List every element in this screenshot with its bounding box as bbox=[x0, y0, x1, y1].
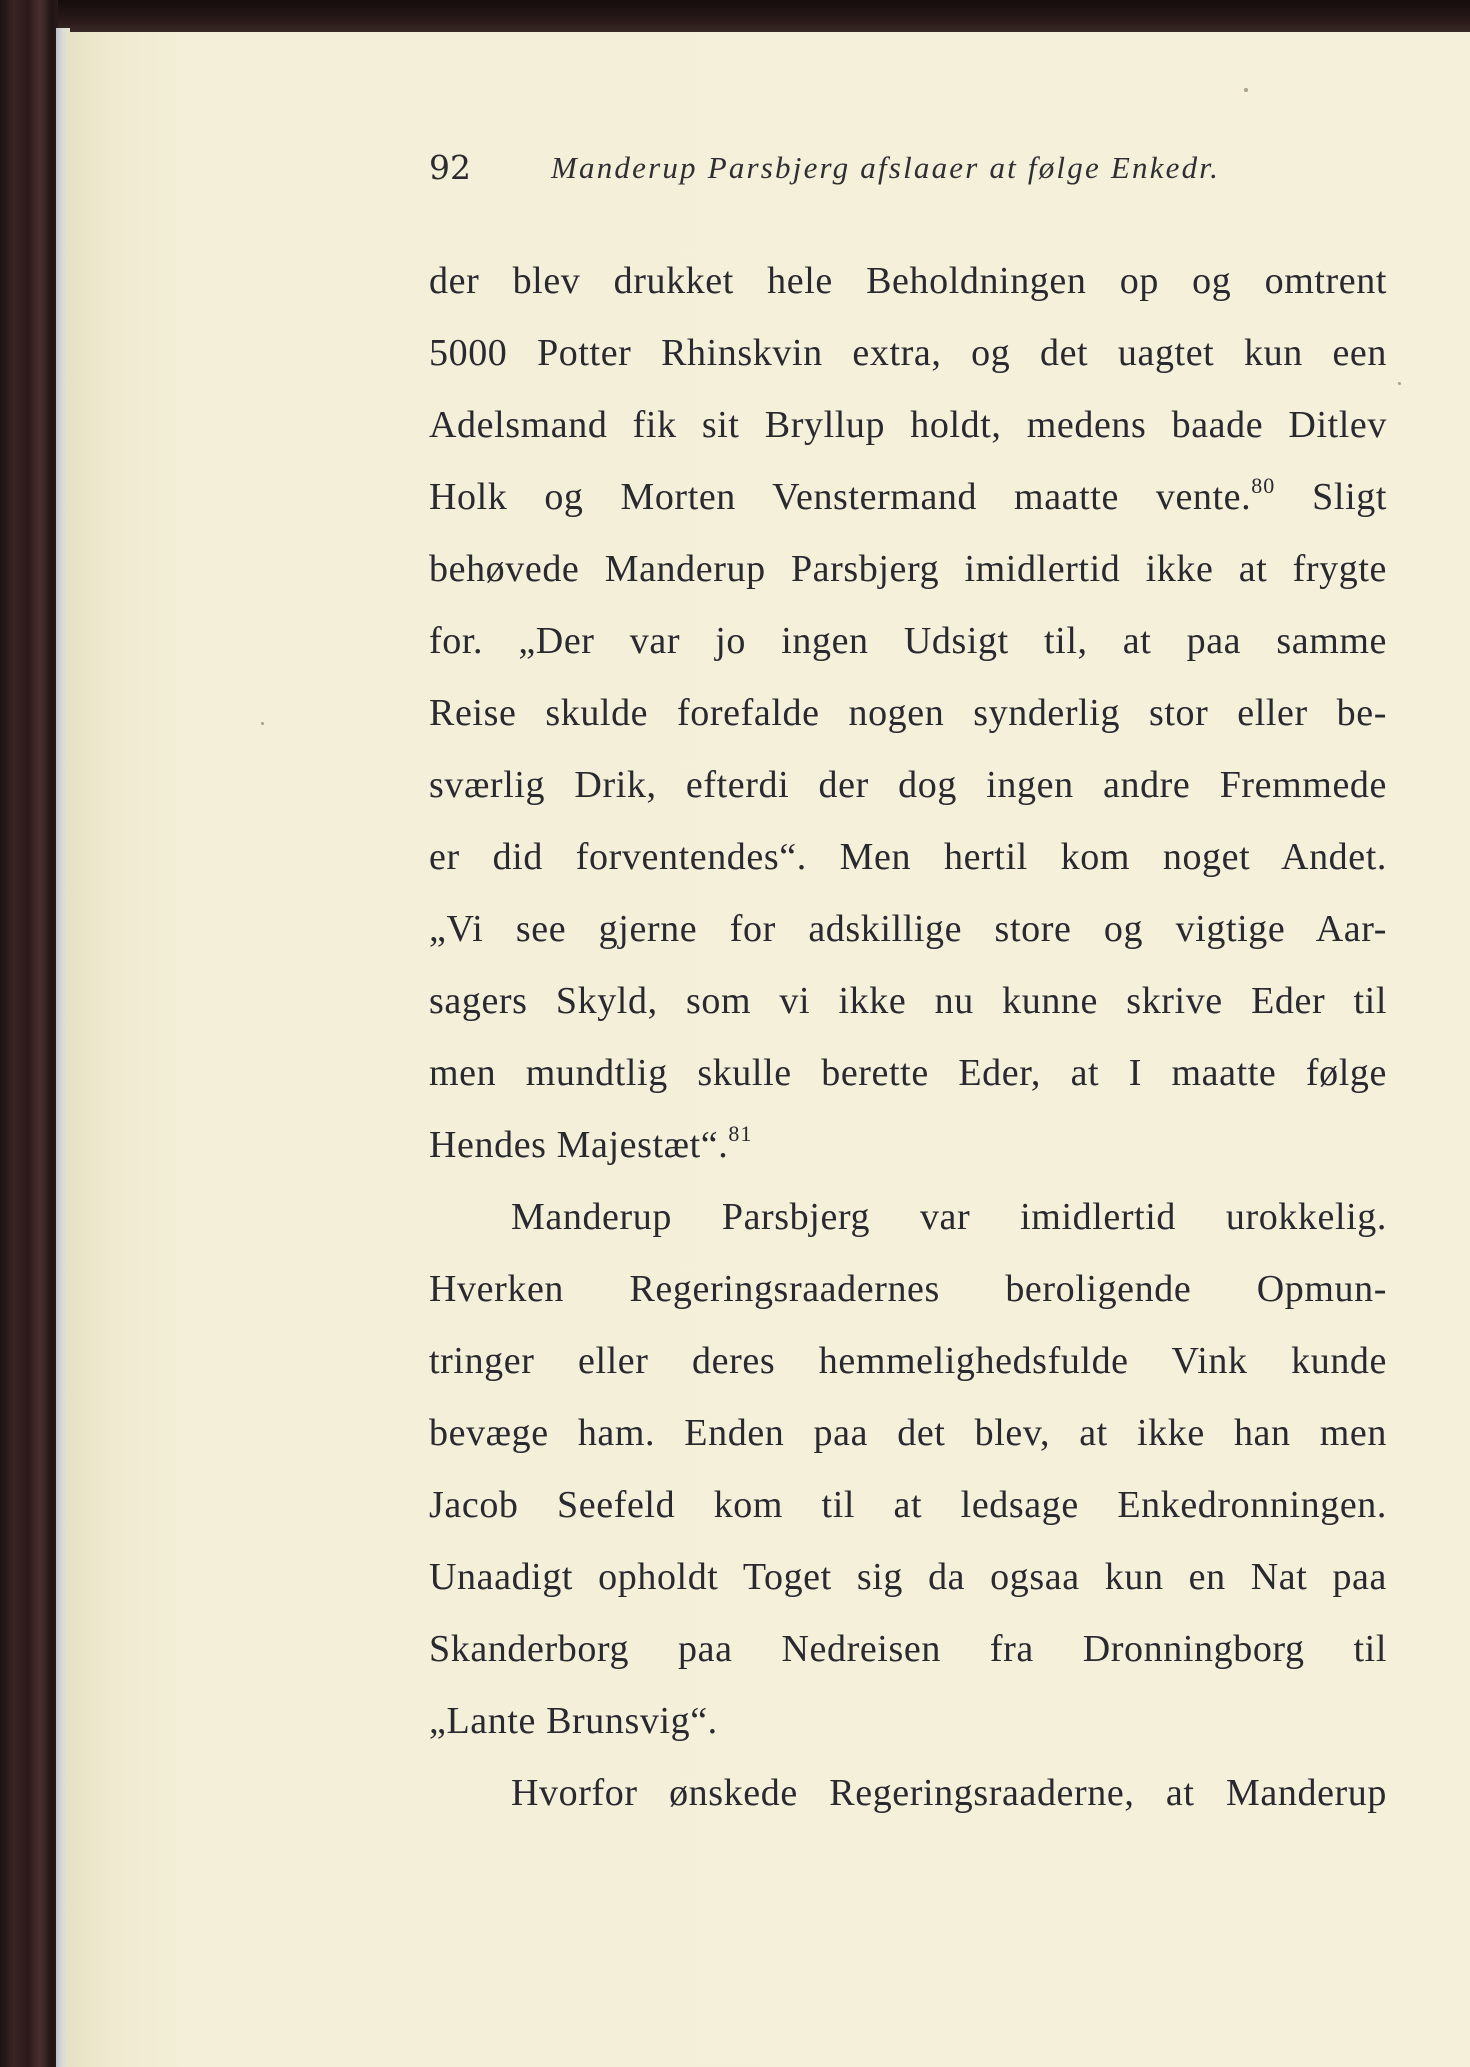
body-text bbox=[429, 245, 1387, 1829]
text-line-content: Adelsmand fik sit Bryllup holdt, medens baade Ditlev bbox=[429, 404, 1387, 446]
text-line-content: bevæge ham. Enden paa det blev, at ikke han men bbox=[429, 1412, 1387, 1454]
footnote-marker: 80 bbox=[1251, 473, 1276, 498]
text-line bbox=[429, 1109, 1387, 1181]
text-line-content: tringer eller deres hemmelighedsfulde Vink kunde bbox=[429, 1340, 1387, 1382]
text-line bbox=[429, 1253, 1387, 1325]
text-line-content: sværlig Drik, efterdi der dog ingen andre Fremmede bbox=[429, 764, 1387, 806]
text-line-content: Manderup Parsbjerg var imidlertid urokkelig. bbox=[511, 1196, 1387, 1238]
text-line bbox=[429, 821, 1387, 893]
text-line bbox=[429, 317, 1387, 389]
paper-speck bbox=[1398, 382, 1401, 385]
text-line bbox=[429, 1541, 1387, 1613]
book-binding bbox=[0, 0, 58, 2067]
text-line-content: Hverken Regeringsraadernes beroligende Opmun- bbox=[429, 1268, 1387, 1310]
text-line bbox=[429, 749, 1387, 821]
footnote-marker: 81 bbox=[728, 1121, 753, 1146]
text-line-content: Hendes Majestæt“. bbox=[429, 1124, 729, 1166]
text-line bbox=[429, 1325, 1387, 1397]
text-line-content: „Lante Brunsvig“. bbox=[429, 1700, 718, 1742]
text-line-content: Reise skulde forefalde nogen synderlig stor eller be- bbox=[429, 692, 1387, 734]
text-line bbox=[429, 1469, 1387, 1541]
text-line-content: 5000 Potter Rhinskvin extra, og det uagtet kun een bbox=[429, 332, 1387, 374]
text-line-content: Unaadigt opholdt Toget sig da ogsaa kun en Nat paa bbox=[429, 1556, 1387, 1598]
text-line bbox=[429, 461, 1387, 533]
book-top-edge bbox=[0, 0, 1470, 32]
text-line bbox=[429, 677, 1387, 749]
running-title: Manderup Parsbjerg afslaaer at følge Enkedr. bbox=[551, 150, 1221, 185]
text-line bbox=[429, 1037, 1387, 1109]
text-line bbox=[429, 1685, 1387, 1757]
paper-speck bbox=[1244, 88, 1248, 92]
text-line bbox=[429, 893, 1387, 965]
text-line-content: er did forventendes“. Men hertil kom noget Andet. bbox=[429, 836, 1387, 878]
text-line-continuation: Sligt bbox=[1275, 476, 1387, 518]
text-line bbox=[429, 1181, 1387, 1253]
text-line bbox=[429, 533, 1387, 605]
text-line-content: behøvede Manderup Parsbjerg imidlertid ikke at frygte bbox=[429, 548, 1387, 590]
text-line-content: men mundtlig skulle berette Eder, at I maatte følge bbox=[429, 1052, 1387, 1094]
text-line bbox=[429, 389, 1387, 461]
text-line bbox=[429, 1397, 1387, 1469]
text-line-content: Skanderborg paa Nedreisen fra Dronningborg til bbox=[429, 1628, 1387, 1670]
text-line-content: „Vi see gjerne for adskillige store og vigtige Aar- bbox=[429, 908, 1387, 950]
page-number: 92 bbox=[429, 148, 471, 187]
text-line-content: Hvorfor ønskede Regeringsraaderne, at Manderup bbox=[511, 1772, 1387, 1814]
paper-speck bbox=[261, 722, 264, 725]
text-line bbox=[429, 1757, 1387, 1829]
text-line-content: Jacob Seefeld kom til at ledsage Enkedronningen. bbox=[429, 1484, 1387, 1526]
text-line bbox=[429, 1613, 1387, 1685]
text-line-content: sagers Skyld, som vi ikke nu kunne skrive Eder til bbox=[429, 980, 1387, 1022]
text-line-content: Holk og Morten Venstermand maatte vente. bbox=[429, 476, 1252, 518]
text-line bbox=[429, 605, 1387, 677]
text-line bbox=[429, 965, 1387, 1037]
text-line-content: der blev drukket hele Beholdningen op og omtrent bbox=[429, 260, 1387, 302]
running-header bbox=[429, 146, 1329, 190]
text-line-content: for. „Der var jo ingen Udsigt til, at paa samme bbox=[429, 620, 1387, 662]
text-line bbox=[429, 245, 1387, 317]
